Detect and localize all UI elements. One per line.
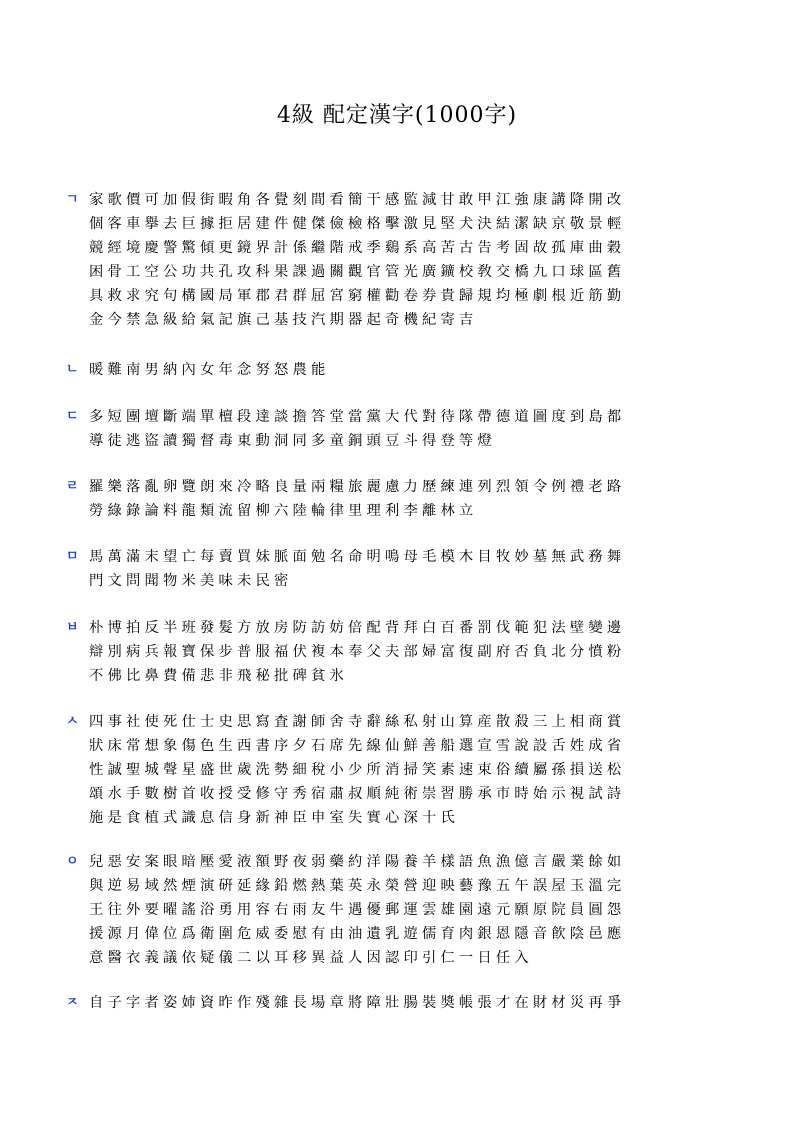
hanja-line: 個客車擧去巨據拒居建件健傑儉檢格擊激見堅犬決結潔缺京敬景輕 — [89, 216, 626, 232]
hanja-line: 辯別病兵報寶保步普服福伏複本奉父夫部婦富復副府否負北分憤粉 — [89, 644, 626, 660]
section-siot — [66, 710, 746, 830]
hanja-line: 門文問聞物米美味未民密 — [89, 573, 293, 589]
hanja-line: 兒惡安案眼暗壓愛液額野夜弱藥約洋陽養羊樣語魚漁億言嚴業餘如 — [89, 854, 626, 870]
jamo-label: ㅈ — [66, 995, 79, 1010]
hanja-line: 金今禁急級給氣記旗己基技汽期器起奇機紀寄吉 — [89, 312, 478, 328]
hanja-line: 競經境慶警驚傾更鏡界計係繼階戒季鷄系高苦古告考固故孤庫曲穀 — [89, 240, 626, 256]
hanja-line: 王往外要曜謠浴勇用容右雨友牛遇優郵運雲雄園遠元願原院員圓怨 — [89, 902, 626, 918]
hanja-line: 狀床常想象傷色生西書序夕石席先線仙鮮善船選宣雪說設舌姓成省 — [89, 738, 626, 754]
hanja-line: 與逆易域然煙演硏延緣鉛燃熱葉英永榮營迎映藝豫五午誤屋玉溫完 — [89, 878, 626, 894]
page-title: 4級 配定漢字(1000字) — [276, 103, 518, 128]
hanja-line: 馬萬滿末望亡每賣買妹脈面勉名命明鳴母毛模木目牧妙墓無武務舞 — [89, 549, 626, 565]
section-bieup — [66, 616, 746, 688]
hanja-line: 朴博拍反半班發髮方放房防訪妨倍配背拜白百番罰伐範犯法壁變邊 — [89, 620, 626, 636]
jamo-label: ㅇ — [66, 854, 79, 869]
hanja-line: 援源月偉位爲衛圍危威委慰有由油遺乳遊儒育肉銀恩隱音飮陰邑應 — [89, 926, 626, 942]
hanja-line: 具救求究句構國局軍郡君群屈宮窮權勸卷券貴歸規均極劇根近筋勤 — [89, 288, 626, 304]
hanja-line: 導徒逃盜讀獨督毒東動洞同多童銅頭豆斗得登等燈 — [89, 433, 496, 449]
section-giyeok — [66, 188, 746, 332]
hanja-line: 家歌價可加假街暇角各覺刻間看簡干感監減甘敢甲江強康講降開改 — [89, 192, 626, 208]
hanja-line: 困骨工空公功共孔攻科果課過關觀官管光廣鑛校敎交橋九口球區舊 — [89, 264, 626, 280]
hanja-line: 不佛比鼻費備悲非飛秘批碑貧氷 — [89, 668, 348, 684]
hanja-line: 勞綠錄論料龍類流留柳六陸輪律里理利李離林立 — [89, 503, 478, 519]
hanja-line: 意醫衣義議依疑儀二以耳移異益人因認印引仁一日任入 — [89, 950, 533, 966]
section-mieum — [66, 545, 746, 593]
section-digeut — [66, 405, 746, 453]
hanja-line: 羅樂落亂卵覽朗來冷略良量兩糧旅麗慮力歷練連列烈領令例禮老路 — [89, 479, 626, 495]
jamo-label: ㅅ — [66, 714, 79, 729]
jamo-label: ㄹ — [66, 479, 79, 494]
section-rieul — [66, 475, 746, 523]
jamo-label: ㄷ — [66, 409, 79, 424]
hanja-line: 性誠聖城聲星盛世歲洗勢細稅小少所消掃笑素速束俗續屬孫損送松 — [89, 762, 626, 778]
section-jieut — [66, 991, 746, 1015]
jamo-label: ㅂ — [66, 620, 79, 635]
hanja-line: 多短團壇斷端單檀段達談擔答堂當黨大代對待隊帶德道圖度到島都 — [89, 409, 626, 425]
jamo-label: ㄱ — [66, 192, 79, 207]
section-nieun — [66, 358, 746, 382]
hanja-line: 暖難南男納內女年念努怒農能 — [89, 362, 330, 378]
section-ieung — [66, 850, 746, 970]
hanja-line: 自子字者姿姉資昨作殘雜長場章將障壯腸裝奬帳張才在財材災再爭 — [89, 995, 626, 1011]
jamo-label: ㅁ — [66, 549, 79, 564]
hanja-line: 頌水手數樹首收授受修守秀宿肅叔順純術崇習勝承市時始示視試詩 — [89, 786, 626, 802]
jamo-label: ㄴ — [66, 362, 79, 377]
hanja-line: 四事社使死仕士史思寫査謝師舍寺辭絲私射山算産散殺三上相商賞 — [89, 714, 626, 730]
hanja-line: 施是食植式識息信身新神臣申室失實心深十氏 — [89, 810, 459, 826]
